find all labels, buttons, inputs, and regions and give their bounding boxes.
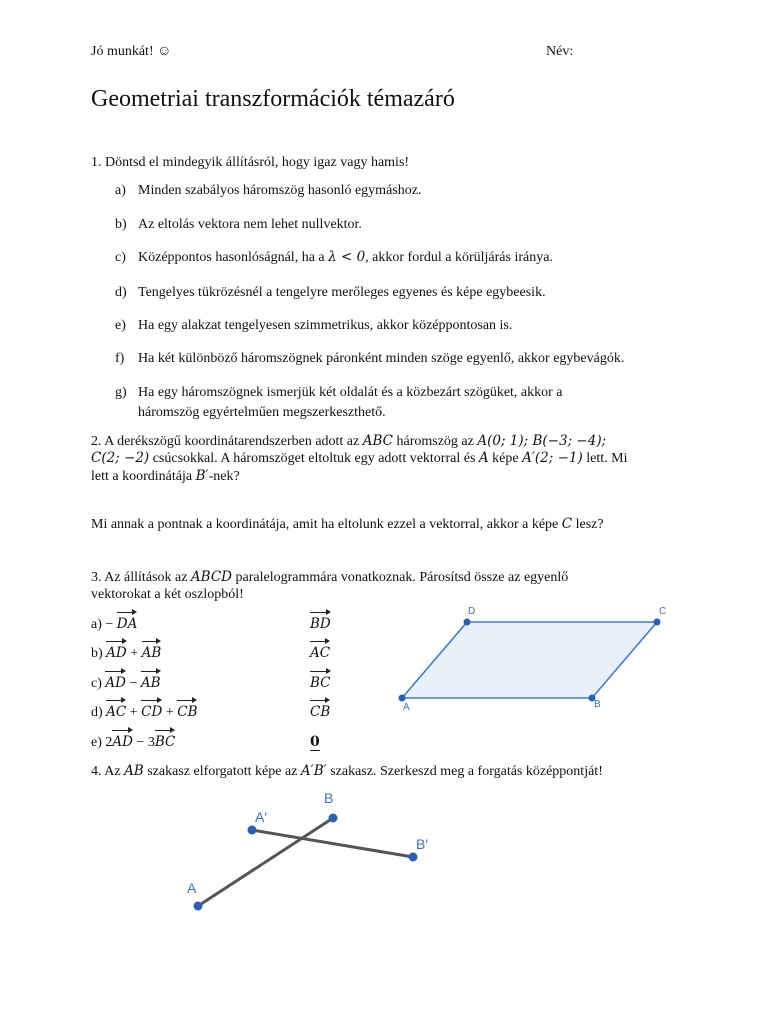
item-text: Ha egy alakzat tengelyesen szimmetrikus, akkor középpontosan is.: [138, 318, 513, 333]
segment-a-prime-b-prime: [252, 830, 413, 857]
item-prefix: a) −: [91, 617, 117, 632]
operator: −: [125, 676, 141, 691]
point-name: C: [561, 516, 573, 532]
q4-text: 4. Az: [91, 764, 125, 779]
q3-left-d: [91, 703, 197, 722]
q2-text: lesz?: [572, 517, 604, 532]
point-c: [654, 619, 661, 626]
label-a: A: [187, 880, 197, 896]
vector: AD: [112, 734, 133, 750]
vector: AB: [140, 675, 161, 691]
label-b: B: [594, 699, 601, 710]
operator: +: [162, 705, 178, 720]
vector: BC: [154, 734, 176, 750]
q1-item-g-cont: háromszög egyértelműen megszerkeszthető.: [138, 405, 386, 420]
segment-image-name: A′B′: [300, 763, 327, 779]
triangle-name: ABC: [362, 433, 393, 449]
label-b: B: [324, 790, 334, 806]
item-prefix: b): [91, 646, 107, 661]
operator: − 3: [132, 735, 155, 750]
q2-text: Mi annak a pontnak a koordinátája, amit ha eltolunk ezzel a vektorral, akkor a képe: [91, 517, 562, 532]
q2-text: képe: [488, 451, 523, 466]
q4-text: szakasz. Szerkeszd meg a forgatás középpontját!: [326, 764, 603, 779]
vector: CB: [310, 704, 331, 720]
item-text-post: , akkor fordul a körüljárás iránya.: [365, 250, 553, 265]
point-a: [194, 902, 203, 911]
q1-item-b: [115, 215, 362, 234]
q1-item-a: [115, 181, 422, 200]
page-title: Geometriai transzformációk témazáró: [91, 86, 455, 112]
item-text: Ha egy háromszögnek ismerjük két oldalát és a közbezárt szögüket, akkor a: [138, 385, 563, 400]
point-name: B′: [195, 468, 209, 484]
item-letter: b): [115, 217, 127, 232]
item-text: Ha két különböző háromszögnek páronként minden szöge egyenlő, akkor egybevágók.: [138, 351, 625, 366]
item-text-pre: Középpontos hasonlóságnál, ha a: [138, 250, 329, 265]
q1-item-e: [115, 316, 513, 335]
vertex-coords: C(2; −2): [91, 450, 150, 466]
point-b-prime: [409, 853, 418, 862]
header-greeting: Jó munkát! ☺: [91, 44, 172, 59]
item-text: Minden szabályos háromszög hasonló egymáshoz.: [138, 183, 422, 198]
q1-item-c: [115, 248, 553, 267]
q3-right-5: [310, 733, 320, 752]
q2-text: csúcsokkal. A háromszöget eltoltuk egy adott vektorral és: [149, 451, 479, 466]
vector: CD: [141, 704, 163, 720]
vector: BD: [310, 616, 331, 632]
label-a: A: [403, 702, 410, 713]
q3-left-e: [91, 733, 175, 752]
q4-prompt: [91, 762, 603, 781]
q3-right-4: [310, 703, 330, 722]
label-c: C: [659, 606, 667, 617]
lambda-condition: λ < 0: [328, 249, 366, 265]
point-d: [464, 619, 471, 626]
point-a-prime: [248, 826, 257, 835]
q3-left-a: [91, 615, 137, 634]
operator: +: [126, 646, 142, 661]
vector: AC: [310, 645, 331, 661]
vector: BC: [310, 675, 331, 691]
q2-text: háromszög az: [393, 434, 478, 449]
item-letter: c): [115, 250, 126, 265]
item-letter: e): [115, 318, 126, 333]
item-prefix: e) 2: [91, 735, 113, 750]
item-letter: g): [115, 385, 127, 400]
vector: DA: [116, 616, 138, 632]
vector: AB: [141, 645, 162, 661]
q2-line-3: [91, 467, 240, 486]
item-letter: a): [115, 183, 126, 198]
vector: CB: [177, 704, 198, 720]
vector: AC: [106, 704, 127, 720]
q3-right-2: [310, 644, 330, 663]
q1-prompt: 1. Döntsd el mindegyik állításról, hogy igaz vagy hamis!: [91, 155, 410, 170]
item-letter: d): [115, 285, 127, 300]
q3-text: 3. Az állítások az: [91, 570, 191, 585]
q1-item-d: [115, 283, 546, 302]
q3-left-b: [91, 644, 161, 663]
q3-right-1: [310, 615, 331, 634]
vertex-coords: A(0; 1); B(−3; −4);: [477, 433, 607, 449]
operator: +: [126, 705, 142, 720]
vector: AD: [106, 645, 127, 661]
image-coords: A′(2; −1): [522, 450, 583, 466]
parallelogram-shape: [402, 622, 657, 698]
q2-text: 2. A derékszögű koordinátarendszerben adott az: [91, 434, 363, 449]
point-b: [329, 814, 338, 823]
segment-name: AB: [124, 763, 144, 779]
item-text: [138, 248, 553, 267]
item-prefix: d): [91, 705, 107, 720]
q3-right-3: [310, 674, 331, 693]
q2-question: [91, 515, 604, 534]
q3-line-2: vektorokat a két oszlopból!: [91, 587, 244, 602]
label-a-prime: A′: [255, 809, 267, 825]
q2-text: -nek?: [208, 469, 240, 484]
parallelogram-name: ABCD: [190, 569, 232, 585]
item-prefix: c): [91, 676, 106, 691]
q1-item-g: [115, 383, 563, 402]
item-letter: f): [115, 351, 125, 366]
rotation-figure: [170, 785, 450, 920]
q3-text: paralelogrammára vonatkoznak. Párosítsd össze az egyenlő: [232, 570, 569, 585]
q4-text: szakasz elforgatott képe az: [143, 764, 301, 779]
item-text: Tengelyes tükrözésnél a tengelyre merőleges egyenes és képe egybeesik.: [138, 285, 546, 300]
q2-text: lett. Mi: [582, 451, 628, 466]
point-a: [399, 695, 406, 702]
label-d: D: [468, 606, 476, 617]
zero-vector: 0: [310, 734, 320, 750]
item-text: Az eltolás vektora nem lehet nullvektor.: [138, 217, 362, 232]
point-name: A: [478, 450, 489, 466]
header-name-label: Név:: [546, 44, 574, 59]
q1-item-f: [115, 349, 625, 368]
label-b-prime: B′: [416, 836, 428, 852]
vector: AD: [105, 675, 126, 691]
q2-text: lett a koordinátája: [91, 469, 196, 484]
q3-left-c: [91, 674, 161, 693]
q2-line-2: [91, 449, 628, 468]
parallelogram-figure: [390, 600, 680, 715]
